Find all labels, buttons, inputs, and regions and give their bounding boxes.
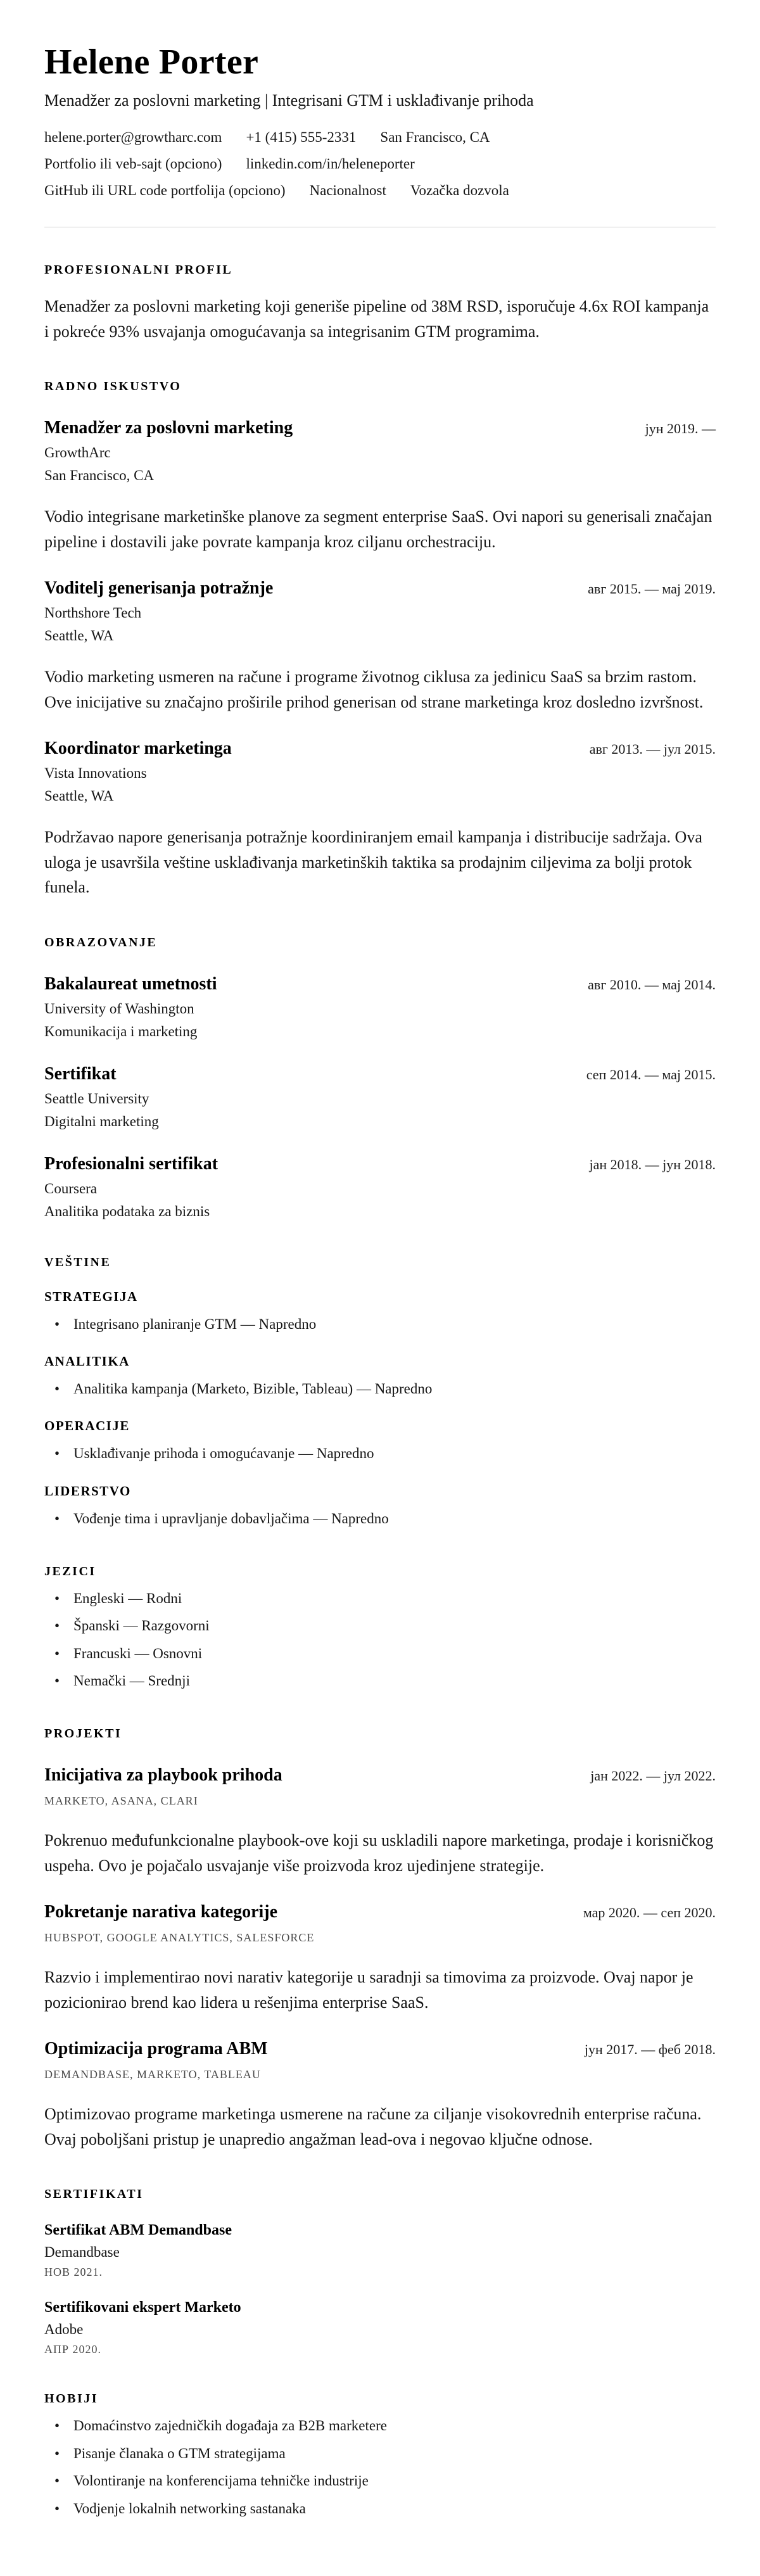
skill-group-analytics bbox=[44, 1354, 716, 1399]
contact-row-extra bbox=[44, 182, 716, 199]
experience-entry-1 bbox=[44, 418, 716, 554]
project-entry-head bbox=[44, 1902, 716, 1922]
job-title: Menadžer za poslovni marketing bbox=[44, 418, 293, 438]
skill-list bbox=[44, 1314, 716, 1335]
certification-issuer: Demandbase bbox=[44, 2244, 120, 2261]
project-dates: јун 2017. — феб 2018. bbox=[584, 2041, 716, 2058]
project-entry-head bbox=[44, 2039, 716, 2059]
language-item: • Engleski — Rodni bbox=[44, 1588, 716, 1609]
degree-title: Bakalaureat umetnosti bbox=[44, 974, 217, 994]
skill-group-name: STRATEGIJA bbox=[44, 1288, 138, 1304]
experience-entry-head bbox=[44, 739, 716, 759]
contact-portfolio: Portfolio ili veb-sajt (opciono) bbox=[44, 156, 222, 172]
education-entry-2 bbox=[44, 1064, 716, 1130]
education-field: Digitalni marketing bbox=[44, 1113, 159, 1129]
education-dates: јан 2018. — јун 2018. bbox=[589, 1156, 716, 1172]
contact-block bbox=[44, 129, 716, 199]
education-entry-1 bbox=[44, 974, 716, 1040]
education-field: Komunikacija i marketing bbox=[44, 1023, 198, 1039]
job-description: Podržavao napore generisanja potražnje koordiniranjem email kampanja i distribucije sadržaja. Ova uloga je usavršila veštine usklađivanja marketinških taktika sa prodajnim ciljevima za bolji protok funela. bbox=[44, 828, 702, 897]
project-tools: HUBSPOT, GOOGLE ANALYTICS, SALESFORCE bbox=[44, 1931, 315, 1945]
skill-item: • Integrisano planiranje GTM — Napredno bbox=[44, 1314, 716, 1335]
hobby-list bbox=[44, 2415, 716, 2518]
language-item: • Nemački — Srednji bbox=[44, 1670, 716, 1691]
project-tools: MARKETO, ASANA, CLARI bbox=[44, 1794, 198, 1808]
project-title: Optimizacija programa ABM bbox=[44, 2039, 268, 2059]
certification-entry-1 bbox=[44, 2222, 716, 2279]
section-heading-education: OBRAZOVANJE bbox=[44, 935, 158, 949]
job-company: Northshore Tech bbox=[44, 605, 142, 621]
skill-list bbox=[44, 1378, 716, 1399]
education-field: Analitika podataka za biznis bbox=[44, 1203, 210, 1219]
certification-date: НОВ 2021. bbox=[44, 2266, 103, 2279]
job-title: Voditelj generisanja potražnje bbox=[44, 578, 274, 599]
education-institution: University of Washington bbox=[44, 1000, 194, 1017]
hobby-item: • Pisanje članaka o GTM strategijama bbox=[44, 2443, 716, 2464]
degree-title: Profesionalni sertifikat bbox=[44, 1153, 218, 1174]
skill-item: • Vođenje tima i upravljanje dobavljačima — Napredno bbox=[44, 1508, 716, 1529]
skill-group-operations bbox=[44, 1418, 716, 1464]
degree-title: Sertifikat bbox=[44, 1063, 117, 1084]
project-dates: мар 2020. — сеп 2020. bbox=[583, 1905, 716, 1921]
job-location: San Francisco, CA bbox=[44, 467, 155, 484]
skill-list bbox=[44, 1508, 716, 1529]
person-name: Helene Porter bbox=[44, 42, 259, 82]
job-company: Vista Innovations bbox=[44, 765, 147, 782]
certification-date: АПР 2020. bbox=[44, 2343, 102, 2356]
skill-group-strategy bbox=[44, 1289, 716, 1335]
section-certifications bbox=[44, 2187, 716, 2356]
hobby-item: • Vodjenje lokalnih networking sastanaka bbox=[44, 2498, 716, 2519]
skill-group-name: ANALITIKA bbox=[44, 1353, 130, 1369]
contact-github: GitHub ili URL code portfolija (opciono) bbox=[44, 182, 286, 198]
job-dates: авг 2015. — мај 2019. bbox=[588, 581, 716, 597]
project-description: Optimizovao programe marketinga usmerene na račune za ciljanje visokovrednih enterprise računa. Ovaj poboljšani pristup je unapredio angažman lead-ova i negovao ključne odnose. bbox=[44, 2105, 702, 2148]
certification-name: Sertifikat ABM Demandbase bbox=[44, 2222, 232, 2239]
education-entry-head bbox=[44, 974, 716, 994]
hobby-item: • Volontiranje na konferencijama tehničke industrije bbox=[44, 2470, 716, 2491]
education-entry-head bbox=[44, 1154, 716, 1174]
job-dates: авг 2013. — јул 2015. bbox=[589, 741, 716, 758]
skill-list bbox=[44, 1443, 716, 1464]
person-tagline: Menadžer za poslovni marketing | Integrisani GTM i usklađivanje prihoda bbox=[44, 91, 534, 110]
contact-row-links bbox=[44, 156, 716, 172]
education-entry-head bbox=[44, 1064, 716, 1084]
language-item: • Francuski — Osnovni bbox=[44, 1643, 716, 1664]
section-projects bbox=[44, 1727, 716, 2152]
hobby-item: • Domaćinstvo zajedničkih događaja za B2B marketere bbox=[44, 2415, 716, 2436]
contact-row-primary bbox=[44, 129, 716, 146]
section-heading-experience: RADNO ISKUSTVO bbox=[44, 379, 182, 394]
section-profile bbox=[44, 263, 716, 344]
contact-email: helene.porter@growtharc.com bbox=[44, 129, 222, 145]
skill-group-name: OPERACIJE bbox=[44, 1418, 130, 1434]
skill-group-name: LIDERSTVO bbox=[44, 1483, 131, 1499]
language-item: • Španski — Razgovorni bbox=[44, 1615, 716, 1636]
education-entry-3 bbox=[44, 1154, 716, 1220]
job-location: Seattle, WA bbox=[44, 628, 114, 644]
job-location: Seattle, WA bbox=[44, 788, 114, 804]
contact-nationality: Nacionalnost bbox=[309, 182, 386, 198]
project-title: Inicijativa za playbook prihoda bbox=[44, 1765, 282, 1786]
contact-driving-license: Vozačka dozvola bbox=[410, 182, 509, 198]
certification-name: Sertifikovani ekspert Marketo bbox=[44, 2299, 241, 2316]
experience-entry-head bbox=[44, 418, 716, 438]
section-heading-profile: PROFESIONALNI PROFIL bbox=[44, 263, 233, 277]
section-hobbies bbox=[44, 2392, 716, 2518]
section-experience bbox=[44, 379, 716, 900]
education-institution: Coursera bbox=[44, 1180, 98, 1196]
profile-text: Menadžer za poslovni marketing koji generiše pipeline od 38M RSD, isporučuje 4.6x ROI kampanja i pokreće 93% usvajanja omogućavanja sa integrisanim GTM programima. bbox=[44, 297, 709, 341]
certification-entry-2 bbox=[44, 2299, 716, 2356]
education-dates: авг 2010. — мај 2014. bbox=[588, 976, 716, 993]
experience-entry-2 bbox=[44, 578, 716, 714]
skill-item: • Usklađivanje prihoda i omogućavanje — Napredno bbox=[44, 1443, 716, 1464]
section-heading-certifications: SERTIFIKATI bbox=[44, 2187, 144, 2202]
job-company: GrowthArc bbox=[44, 445, 111, 461]
language-list bbox=[44, 1588, 716, 1691]
section-education bbox=[44, 936, 716, 1220]
contact-phone: +1 (415) 555-2331 bbox=[246, 129, 357, 145]
job-description: Vodio marketing usmeren na račune i programe životnog ciklusa za jedinicu SaaS sa brzim rastom. Ove inicijative su značajno proširile prihod generisan od strane marketinga kroz dosledno izvršnost. bbox=[44, 668, 704, 711]
section-heading-hobbies: HOBIJI bbox=[44, 2392, 99, 2406]
contact-linkedin: linkedin.com/in/heleneporter bbox=[246, 156, 415, 172]
project-entry-head bbox=[44, 1765, 716, 1786]
project-tools: DEMANDBASE, MARKETO, TABLEAU bbox=[44, 2068, 261, 2081]
project-dates: јан 2022. — јул 2022. bbox=[590, 1768, 716, 1784]
section-languages bbox=[44, 1564, 716, 1691]
project-title: Pokretanje narativa kategorije bbox=[44, 1902, 278, 1922]
project-entry-3 bbox=[44, 2039, 716, 2152]
education-dates: сеп 2014. — мај 2015. bbox=[586, 1066, 716, 1082]
job-dates: јун 2019. — bbox=[645, 421, 716, 437]
section-heading-languages: JEZICI bbox=[44, 1564, 96, 1579]
section-heading-skills: VEŠTINE bbox=[44, 1255, 111, 1269]
contact-location: San Francisco, CA bbox=[380, 129, 490, 145]
education-institution: Seattle University bbox=[44, 1090, 149, 1107]
section-skills bbox=[44, 1255, 716, 1529]
experience-entry-3 bbox=[44, 739, 716, 900]
project-entry-2 bbox=[44, 1902, 716, 2015]
skill-item: • Analitika kampanja (Marketo, Bizible, Tableau) — Napredno bbox=[44, 1378, 716, 1399]
skill-group-leadership bbox=[44, 1483, 716, 1529]
experience-entry-head bbox=[44, 578, 716, 599]
project-description: Razvio i implementirao novi narativ kategorije u saradnji sa timovima za proizvode. Ovaj napor je pozicionirao brend kao lidera u rešenjima enterprise SaaS. bbox=[44, 1968, 694, 2012]
project-description: Pokrenuo međufunkcionalne playbook-ove koji su uskladili napore marketinga, prodaje i korisničkog uspeha. Ovo je pojačalo usvajanje više proizvoda kroz ujedinjene strategije. bbox=[44, 1831, 714, 1875]
project-entry-1 bbox=[44, 1765, 716, 1878]
certification-issuer: Adobe bbox=[44, 2321, 84, 2338]
job-title: Koordinator marketinga bbox=[44, 739, 232, 759]
section-heading-projects: PROJEKTI bbox=[44, 1727, 122, 1741]
resume-header bbox=[44, 42, 716, 199]
job-description: Vodio integrisane marketinške planove za segment enterprise SaaS. Ovi napori su generisali značajan pipeline i dostavili jake povrate kampanja kroz ciljanu orchestraciju. bbox=[44, 507, 712, 551]
